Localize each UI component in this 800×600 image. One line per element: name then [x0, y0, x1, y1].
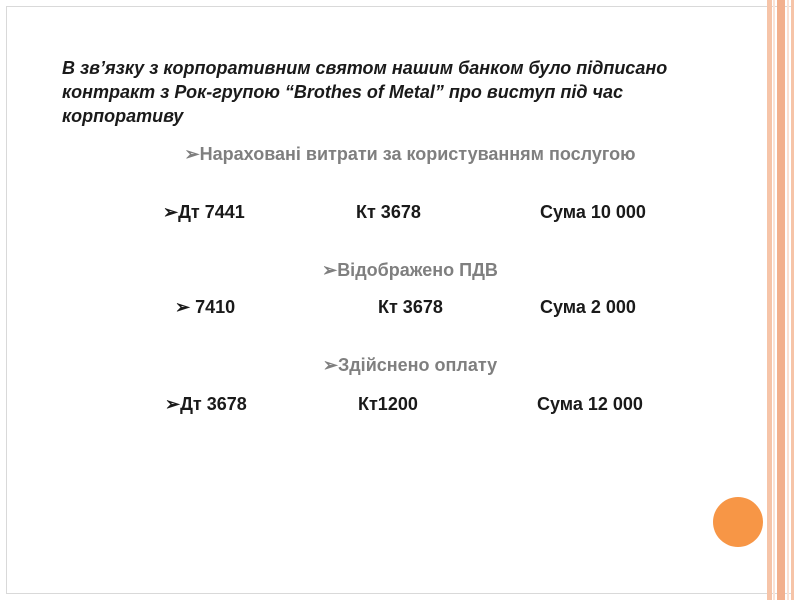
- arrow-bullet-icon: ➢: [184, 144, 200, 164]
- section-heading-text: Нараховані витрати за користуванням послугою: [199, 144, 636, 164]
- section-heading-text: Відображено ПДВ: [337, 260, 498, 280]
- entry-debit: [163, 202, 245, 223]
- arrow-bullet-icon: ➢: [165, 394, 181, 414]
- entry-debit: [165, 394, 247, 415]
- section-heading-text: Здійснено оплату: [337, 355, 498, 375]
- entry-debit: [175, 297, 235, 318]
- arrow-bullet-icon: ➢: [163, 202, 179, 222]
- entry-credit: Кт 3678: [356, 202, 421, 222]
- arrow-bullet-icon: ➢: [322, 355, 338, 375]
- entry-credit: Кт1200: [358, 394, 418, 414]
- intro-line-2: контракт з Рок-групою “Brothes of Metal” про виступ під час: [62, 82, 623, 102]
- entry-amount: Сума 12 000: [537, 394, 643, 414]
- section-heading-accrued-costs: [0, 144, 800, 165]
- debit-value: Дт 7441: [178, 202, 245, 222]
- entry-amount: Сума 2 000: [540, 297, 636, 317]
- section-heading-vat: [0, 260, 800, 281]
- entry-credit: Кт 3678: [378, 297, 443, 317]
- decor-stripe: [767, 0, 772, 600]
- decor-stripe: [791, 0, 794, 600]
- section-heading-payment: [0, 355, 800, 376]
- decor-stripe: [773, 0, 775, 600]
- intro-line-3: корпоративу: [62, 106, 184, 126]
- arrow-bullet-icon: ➢: [322, 260, 338, 280]
- decor-stripe: [777, 0, 785, 600]
- decor-orange-circle: [713, 497, 763, 547]
- entry-amount: Сума 10 000: [540, 202, 646, 222]
- intro-line-1: В зв’язку з корпоративним святом нашим банком було підписано: [62, 58, 668, 78]
- arrow-bullet-icon: ➢: [175, 297, 191, 317]
- debit-value: Дт 3678: [180, 394, 247, 414]
- debit-value: 7410: [190, 297, 236, 317]
- intro-paragraph: [62, 56, 752, 128]
- decor-stripe: [787, 0, 789, 600]
